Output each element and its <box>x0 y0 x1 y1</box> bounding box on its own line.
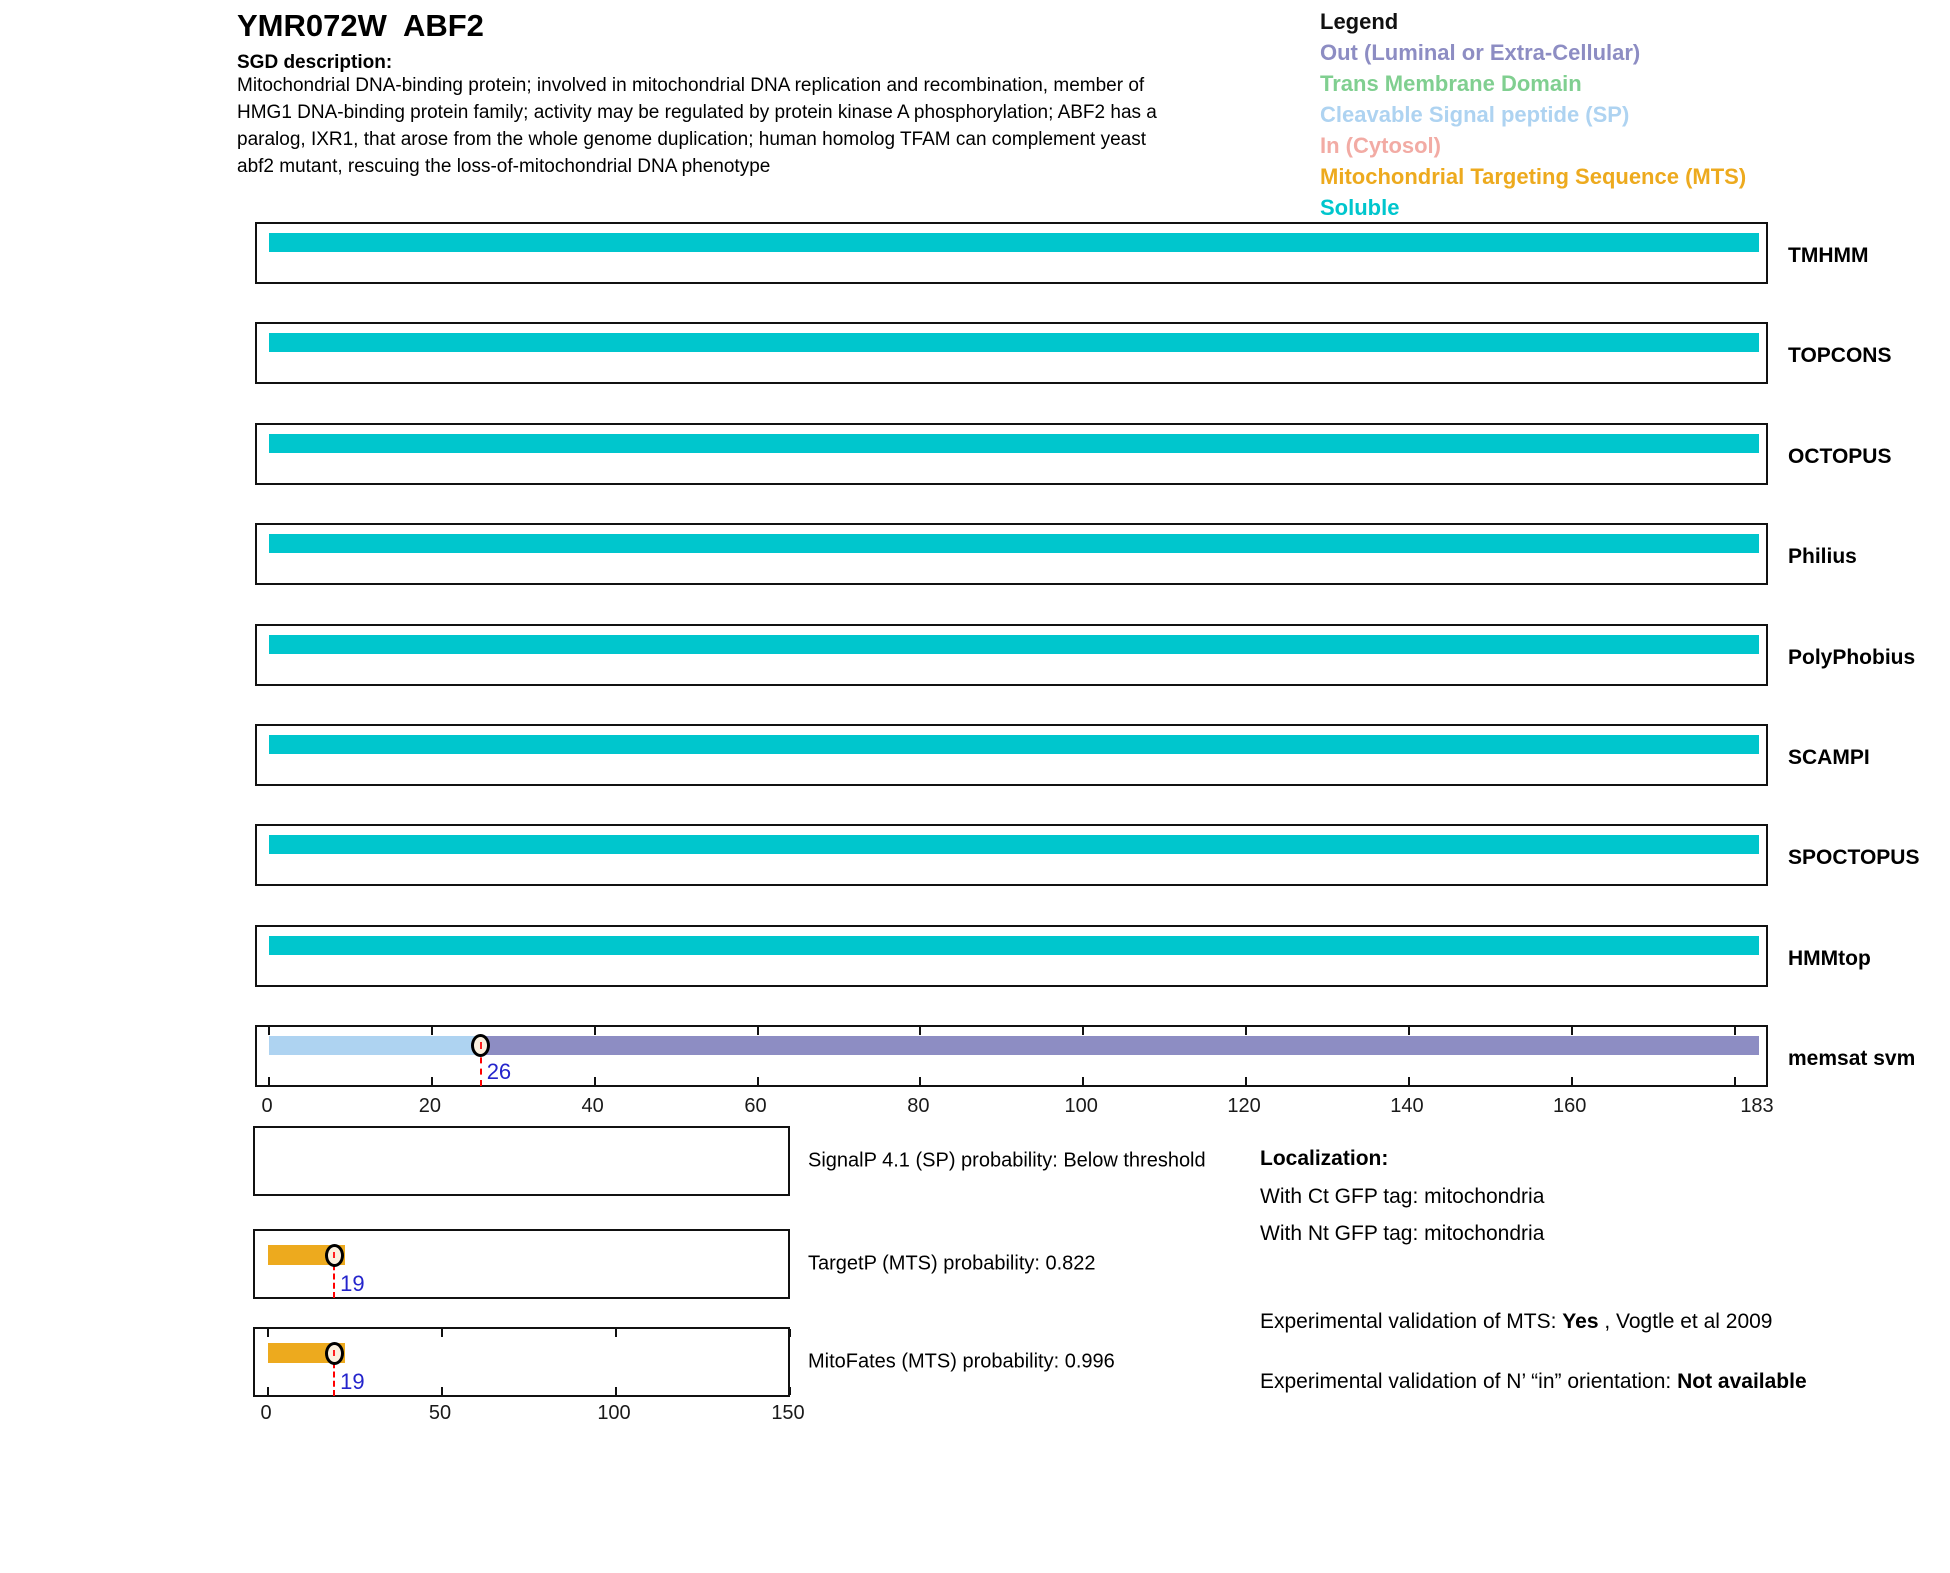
segment-out <box>481 1036 1759 1055</box>
axis-tick-label: 0 <box>261 1095 273 1117</box>
track-plot <box>269 1027 1759 1085</box>
axis-tick-label: 60 <box>744 1095 767 1117</box>
track-box <box>255 222 1768 284</box>
axis-tick-label: 150 <box>771 1402 805 1424</box>
mts-validation-line <box>1260 1307 1772 1337</box>
axis-tick <box>1245 1027 1247 1035</box>
track-row <box>255 925 1950 987</box>
probability-plot <box>268 1128 790 1194</box>
probability-plot <box>268 1329 790 1395</box>
axis-tick-label: 40 <box>581 1095 604 1117</box>
track-plot <box>269 726 1759 784</box>
legend-item-sp: Cleavable Signal peptide (SP) <box>1320 102 1630 127</box>
axis-tick <box>757 1077 759 1085</box>
segment-soluble <box>269 333 1759 352</box>
sgd-description-label: SGD description: <box>237 52 393 73</box>
track-box <box>255 322 1768 384</box>
legend-item-in: In (Cytosol) <box>1320 133 1441 158</box>
track-box <box>255 523 1768 585</box>
axis-tick-label: 80 <box>907 1095 930 1117</box>
axis-tick <box>1571 1077 1573 1085</box>
segment-soluble <box>269 936 1759 955</box>
probability-caption: MitoFates (MTS) probability: 0.996 <box>808 1350 1115 1373</box>
segment-soluble <box>269 735 1759 754</box>
mts-validation-suffix: , Vogtle et al 2009 <box>1598 1310 1773 1333</box>
track-box <box>255 724 1768 786</box>
marker-position-label: 19 <box>340 1369 365 1394</box>
localization-line-ct: With Ct GFP tag: mitochondria <box>1260 1185 1545 1208</box>
axis-tick-label: 20 <box>418 1095 441 1117</box>
position-marker-circle <box>325 1244 344 1267</box>
axis-tick <box>919 1027 921 1035</box>
axis-tick <box>594 1077 596 1085</box>
segment-soluble <box>269 434 1759 453</box>
track-row <box>255 523 1950 585</box>
probability-caption: TargetP (MTS) probability: 0.822 <box>808 1252 1096 1275</box>
track-row <box>255 1025 1950 1087</box>
axis-tick <box>1082 1027 1084 1035</box>
sgd-description-line: HMG1 DNA-binding protein family; activity may be regulated by protein kinase A phosphorylation; ABF2 has a <box>237 102 1157 123</box>
axis-tick <box>1571 1027 1573 1035</box>
legend-item-mts: Mitochondrial Targeting Sequence (MTS) <box>1320 164 1747 189</box>
axis-tick <box>594 1027 596 1035</box>
sgd-description-line: paralog, IXR1, that arose from the whole genome duplication; human homolog TFAM can complement yeast <box>237 129 1146 150</box>
track-box <box>255 624 1768 686</box>
axis-tick <box>267 1329 269 1337</box>
page-title: YMR072W ABF2 <box>237 8 484 43</box>
track-label: SCAMPI <box>1788 746 1870 769</box>
axis-tick <box>919 1077 921 1085</box>
track-row <box>255 624 1950 686</box>
track-box <box>255 1025 1768 1087</box>
sgd-description <box>237 72 1157 180</box>
axis-tick <box>1408 1027 1410 1035</box>
track-row <box>255 423 1950 485</box>
axis-tick <box>1245 1077 1247 1085</box>
legend-item-out: Out (Luminal or Extra-Cellular) <box>1320 40 1641 65</box>
track-box <box>255 824 1768 886</box>
track-plot <box>269 826 1759 884</box>
track-label: Philius <box>1788 545 1857 568</box>
legend <box>1320 6 1746 223</box>
track-row <box>255 724 1950 786</box>
axis-tick-label: 100 <box>597 1402 631 1424</box>
axis-tick <box>1408 1077 1410 1085</box>
sequence-axis <box>261 1095 1774 1121</box>
segment-sp <box>269 1036 481 1055</box>
segment-soluble <box>269 534 1759 553</box>
axis-tick <box>267 1387 269 1395</box>
axis-tick-label: 0 <box>260 1402 272 1424</box>
axis-tick-label: 120 <box>1227 1095 1261 1117</box>
track-plot <box>269 525 1759 583</box>
axis-tick <box>441 1329 443 1337</box>
track-label: HMMtop <box>1788 947 1871 970</box>
marker-position-label: 26 <box>486 1059 512 1084</box>
probability-caption: SignalP 4.1 (SP) probability: Below threshold <box>808 1149 1206 1172</box>
axis-tick <box>268 1077 270 1085</box>
probability-plot <box>268 1231 790 1297</box>
legend-item-tm: Trans Membrane Domain <box>1320 71 1582 96</box>
track-plot <box>269 927 1759 985</box>
axis-tick <box>789 1329 791 1337</box>
track-plot <box>269 324 1759 382</box>
mts-validation-prefix: Experimental validation of MTS: <box>1260 1310 1563 1333</box>
axis-tick <box>1734 1027 1736 1035</box>
axis-tick-label: 140 <box>1390 1095 1424 1117</box>
axis-tick <box>615 1329 617 1337</box>
track-label: SPOCTOPUS <box>1788 846 1920 869</box>
track-label: TOPCONS <box>1788 344 1892 367</box>
mts-validation-value: Yes <box>1562 1310 1599 1333</box>
axis-tick <box>431 1077 433 1085</box>
track-label: PolyPhobius <box>1788 646 1916 669</box>
axis-tick <box>431 1027 433 1035</box>
position-marker-circle <box>325 1342 344 1365</box>
track-plot <box>269 425 1759 483</box>
axis-tick-label: 183 <box>1740 1095 1774 1117</box>
sgd-description-line: abf2 mutant, rescuing the loss-of-mitochondrial DNA phenotype <box>237 156 771 177</box>
axis-tick <box>757 1027 759 1035</box>
track-label: memsat svm <box>1788 1047 1916 1070</box>
axis-tick-label: 100 <box>1064 1095 1098 1117</box>
axis-tick <box>441 1387 443 1395</box>
orientation-validation-line <box>1260 1367 1840 1397</box>
probability-axis <box>260 1402 805 1428</box>
axis-tick <box>1082 1077 1084 1085</box>
sgd-description-line: Mitochondrial DNA-binding protein; involved in mitochondrial DNA replication and recombination, member of <box>237 75 1145 96</box>
track-label: TMHMM <box>1788 244 1869 267</box>
segment-soluble <box>269 635 1759 654</box>
probability-box <box>253 1229 790 1299</box>
segment-soluble <box>269 233 1759 252</box>
probability-box <box>253 1327 790 1397</box>
track-row <box>255 322 1950 384</box>
track-label: OCTOPUS <box>1788 445 1892 468</box>
axis-tick-label: 50 <box>428 1402 452 1424</box>
localization-line-nt: With Nt GFP tag: mitochondria <box>1260 1222 1545 1245</box>
localization-heading: Localization: <box>1260 1147 1389 1170</box>
probability-box <box>253 1126 790 1196</box>
topology-panel <box>255 222 1950 1102</box>
orientation-validation-value: Not available <box>1677 1370 1807 1393</box>
marker-position-label: 19 <box>340 1271 365 1296</box>
track-plot <box>269 626 1759 684</box>
track-box <box>255 423 1768 485</box>
axis-tick <box>789 1387 791 1395</box>
orientation-validation-prefix: Experimental validation of N’ “in” orientation: <box>1260 1370 1678 1393</box>
track-box <box>255 925 1768 987</box>
track-plot <box>269 224 1759 282</box>
segment-soluble <box>269 835 1759 854</box>
axis-tick <box>1734 1077 1736 1085</box>
axis-tick-label: 160 <box>1553 1095 1587 1117</box>
track-row <box>255 824 1950 886</box>
axis-tick <box>268 1027 270 1035</box>
legend-item-soluble: Soluble <box>1320 195 1400 220</box>
track-row <box>255 222 1950 284</box>
axis-tick <box>615 1387 617 1395</box>
legend-title: Legend <box>1320 9 1399 34</box>
